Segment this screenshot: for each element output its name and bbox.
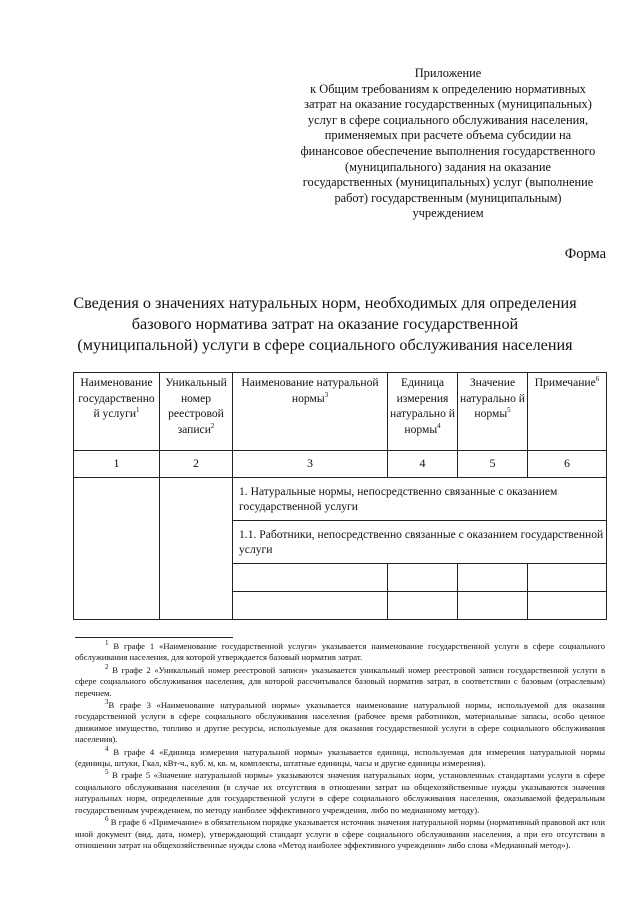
appendix-line: (муниципального) задания на оказание bbox=[345, 159, 551, 174]
footnote-3: $^3$В графе 3 «Наименование натуральной нормы» указывается наименование натуральной нормы, используемой для оказания государственной услуги в сфере социального обслуживания населения (рабочее время работников, материальные запасы, особо ценное движимое имущество, топливо и другие ресурсы, используемые для оказания государственной услуги в сфере социального обслуживания населения). bbox=[75, 698, 605, 745]
footnotes bbox=[75, 641, 605, 852]
empty-cell bbox=[388, 592, 458, 620]
empty-cell bbox=[458, 592, 528, 620]
header-cell-registry-number: Уникальный номер реестровой записи$^2$ bbox=[160, 373, 233, 451]
appendix-line: учреждением bbox=[412, 206, 484, 221]
header-cell-note: Примечание$^6$ bbox=[528, 373, 607, 451]
empty-cell bbox=[388, 564, 458, 592]
section-1-1-cell: 1.1. Работники, непосредственно связанные с оказанием государственной услуги bbox=[233, 521, 607, 564]
footnote-2: $^2$ В графе 2 «Уникальный номер реестровой записи» указывается уникальный номер реестровой записи государственной услуги в сфере социального обслуживания населения, для которой рассчитывался базовый норматив затрат, в соответствии с базовым (отраслевым) перечнем. bbox=[75, 662, 606, 698]
column-number: 5 bbox=[458, 451, 528, 478]
empty-cell bbox=[233, 592, 388, 620]
natural-norms-table bbox=[73, 372, 607, 620]
section-1-cell: 1. Натуральные нормы, непосредственно связанные с оказанием государственной услуги bbox=[233, 478, 607, 521]
column-number: 3 bbox=[233, 451, 388, 478]
empty-cell bbox=[528, 592, 607, 620]
empty-cell bbox=[458, 564, 528, 592]
appendix-line: затрат на оказание государственных (муниципальных) bbox=[304, 97, 592, 112]
footnote-6: $^6$ В графе 6 «Примечание» в обязательном порядке указывается источник значения натуральной нормы (нормативный правовой акт или иной документ (вид, дата, номер), утверждающий стандарт услуги в сфере социального обслуживания населения, а при его отсутствии в отношении затрат на общехозяйственные нужды слова «Метод наиболее эффективного учреждения» либо слова «Медианный метод»). bbox=[75, 815, 605, 850]
title-line: (муниципальной) услуги в сфере социального обслуживания населения bbox=[77, 336, 573, 354]
column-number-row bbox=[74, 451, 607, 478]
empty-cell-registry-number bbox=[160, 478, 233, 620]
appendix-line: финансовое обеспечение выполнения государственного bbox=[300, 143, 596, 158]
document-title bbox=[60, 293, 590, 356]
form-label: Форма bbox=[564, 246, 606, 262]
empty-cell-service-name bbox=[74, 478, 160, 620]
footnote-4: $^4$ В графе 4 «Единица измерения натуральной нормы» указывается единица, используемая для измерения натуральной нормы (единицы, штуки, Гкал, кВт-ч., куб. м, кв. м, комплекты, штатные единицы, часы и другие единицы измерения). bbox=[75, 744, 605, 769]
appendix-line: к Общим требованиям к определению нормативных bbox=[310, 81, 586, 96]
title-line: Сведения о значениях натуральных норм, необходимых для определения bbox=[73, 294, 577, 312]
footnote-separator bbox=[75, 637, 233, 638]
column-number: 2 bbox=[160, 451, 233, 478]
header-cell-unit: Единица измерения натурально й нормы$^4$ bbox=[388, 373, 458, 451]
appendix-line: государственных (муниципальных) услуг (выполнение bbox=[302, 175, 594, 190]
appendix-line: Приложение bbox=[414, 66, 482, 80]
section-1-row bbox=[74, 478, 607, 521]
footnote-5: $^5$ В графе 5 «Значение натуральной нормы» указываются значения натуральных норм, установленных стандартами услуги в сфере социального обслуживания населения (в случае их отсутствия в отношении затрат на общехозяйственные нужды указываются значения натуральных норм, определенные для государственной услуги в сфере социального обслуживания населения, оказываемой федеральным государственным учреждением, по методу наиболее эффективного учреждения, либо по медианному методу). bbox=[75, 768, 605, 815]
column-number: 6 bbox=[528, 451, 607, 478]
header-cell-service-name: Наименование государственно й услуги$^1$ bbox=[74, 373, 160, 451]
title-line: базового норматива затрат на оказание государственной bbox=[131, 315, 519, 333]
appendix-line: услуг в сфере социального обслуживания населения, bbox=[307, 112, 589, 127]
appendix-header bbox=[272, 66, 624, 222]
appendix-line: применяемых при расчете объема субсидии на bbox=[324, 128, 572, 143]
header-cell-value: Значение натурально й нормы$^5$ bbox=[458, 373, 528, 451]
empty-cell bbox=[528, 564, 607, 592]
table-header-row bbox=[74, 373, 607, 451]
empty-cell bbox=[233, 564, 388, 592]
appendix-line: работ) государственным (муниципальным) bbox=[334, 190, 562, 205]
header-cell-norm-name: Наименование натуральной нормы$^3$ bbox=[233, 373, 388, 451]
column-number: 1 bbox=[74, 451, 160, 478]
footnote-1: $^1$ В графе 1 «Наименование государственной услуги» указывается наименование государственной услуги в сфере социального обслуживания населения, для которой утверждается базовый норматив затрат. bbox=[75, 639, 605, 663]
column-number: 4 bbox=[388, 451, 458, 478]
